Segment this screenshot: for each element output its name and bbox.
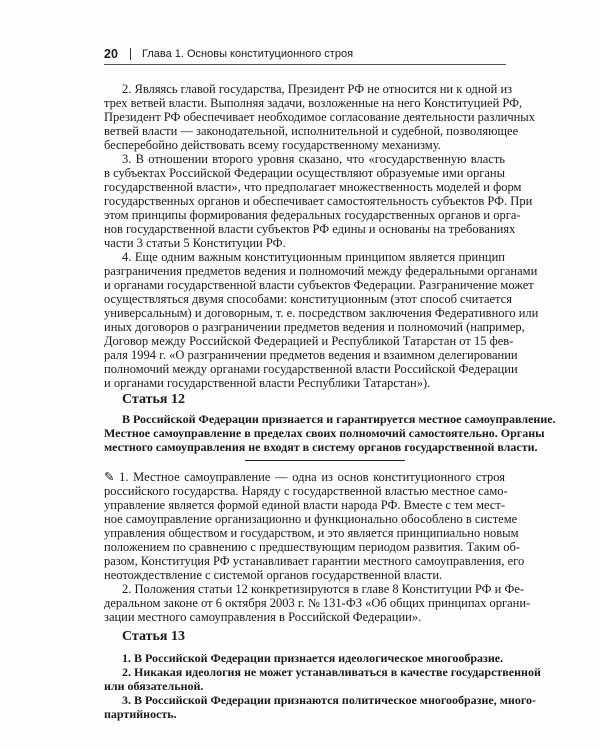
text-line: государственных органов и обеспечивает самостоятельность субъектов РФ. При bbox=[104, 194, 533, 208]
text-line: ветвей власти — законодательной, исполнительной и судебной, позволяющее bbox=[104, 124, 519, 138]
text-line: ✎ 1. Местное самоуправление — одна из основ конституционного строя bbox=[104, 470, 505, 484]
text-line: управление является формой единой власти народа РФ. Вместе с тем мест- bbox=[104, 498, 506, 512]
text-line: Договор между Российской Федерацией и Республикой Татарстан от 15 фев- bbox=[104, 334, 514, 348]
running-header bbox=[104, 46, 506, 65]
chapter-title: Глава 1. Основы конституционного строя bbox=[142, 48, 354, 60]
text-line: В Российской Федерации признается и гарантируется местное самоуправление. bbox=[122, 412, 556, 426]
page-number: 20 bbox=[104, 47, 118, 61]
text-line: 2. Являясь главой государства, Президент РФ не относится ни к одной из bbox=[122, 82, 513, 96]
text-line: 3. В Российской Федерации признаются политическое многообразие, много- bbox=[122, 693, 536, 707]
text-line: бесперебойно действовать всему государственному механизму. bbox=[104, 138, 441, 152]
text-line: ное самоуправление организационно и функционально обособлено в системе bbox=[104, 512, 518, 526]
text-line: раля 1994 г. «О разграничении предметов ведения и взаимном делегировании bbox=[104, 348, 518, 362]
text-line: управления обществом и государством, и это является принципиально новым bbox=[104, 526, 519, 540]
commentary-text-article-11 bbox=[104, 82, 539, 390]
text-line: Местное самоуправление в пределах своих полномочий самостоятельно. Органы bbox=[104, 426, 545, 440]
text-line: 3. В отношении второго уровня сказано, что «государственную власть bbox=[122, 152, 505, 166]
text-line: 1. В Российской Федерации признается идеологическое многообразие. bbox=[122, 651, 504, 665]
text-line: иных договоров о разграничении предметов ведения и полномочий (например, bbox=[104, 320, 525, 334]
article-13-text bbox=[104, 651, 541, 721]
text-line: и органами государственной власти субъектов Федерации. Разграничение может bbox=[104, 278, 534, 292]
text-line: или обязательной. bbox=[104, 679, 204, 693]
text-line: партийность. bbox=[104, 707, 177, 721]
text-line: 4. Еще одним важным конституционным принципом является принцип bbox=[122, 250, 505, 264]
text-line: трех ветвей власти. Выполняя задачи, возложенные на него Конституцией РФ, bbox=[104, 96, 523, 110]
text-line: нов государственной власти субъектов РФ едины и основаны на требованиях bbox=[104, 222, 516, 236]
divider-rule bbox=[245, 460, 405, 461]
text-line: зации местного самоуправления в Российской Федерации». bbox=[104, 610, 422, 624]
commentary-text-article-12 bbox=[104, 470, 531, 624]
text-line: местного самоуправления не входят в систему органов государственной власти. bbox=[104, 440, 538, 454]
text-line: деральном законе от 6 октября 2003 г. № 131-ФЗ «Об общих принципах органи- bbox=[104, 596, 531, 610]
article-13-heading: Статья 13 bbox=[122, 629, 185, 644]
text-line: неотождествление с системой органов государственной власти. bbox=[104, 568, 443, 582]
header-separator bbox=[130, 48, 131, 60]
text-line: Президент РФ обеспечивает необходимое согласование деятельности различных bbox=[104, 110, 535, 124]
text-line: осуществляться двумя способами: конституционным (этот способ считается bbox=[104, 292, 512, 306]
text-line: разом, Конституция РФ устанавливает гарантии местного самоуправления, его bbox=[104, 554, 525, 568]
article-12-heading: Статья 12 bbox=[122, 392, 185, 407]
text-line: российского государства. Наряду с государственной властью местное само- bbox=[104, 484, 508, 498]
text-line: 2. Положения статьи 12 конкретизируются в главе 8 Конституции РФ и Фе- bbox=[122, 582, 525, 596]
text-line: государственной власти», что предполагает множественность моделей и форм bbox=[104, 180, 522, 194]
article-12-text bbox=[104, 412, 556, 454]
text-line: разграничения предметов ведения и полномочий между федеральными органами bbox=[104, 264, 538, 278]
text-line: части 3 статьи 5 Конституции РФ. bbox=[104, 236, 286, 250]
text-line: полномочий между органами государственной власти Российской Федерации bbox=[104, 362, 518, 376]
text-line: 2. Никакая идеология не может устанавливаться в качестве государственной bbox=[122, 665, 541, 679]
text-line: этом принципы формирования федеральных государственных органов и орга- bbox=[104, 208, 521, 222]
text-line: универсальным) и договорным, т. е. посредством заключения Федеративного или bbox=[104, 306, 539, 320]
text-line: положением по сравнению с предшествующим периодом развития. Таким об- bbox=[104, 540, 520, 554]
text-line: и органами государственной власти Республики Татарстан»). bbox=[104, 376, 431, 390]
text-line: в субъектах Российской Федерации осуществляют образуемые ими органы bbox=[104, 166, 505, 180]
